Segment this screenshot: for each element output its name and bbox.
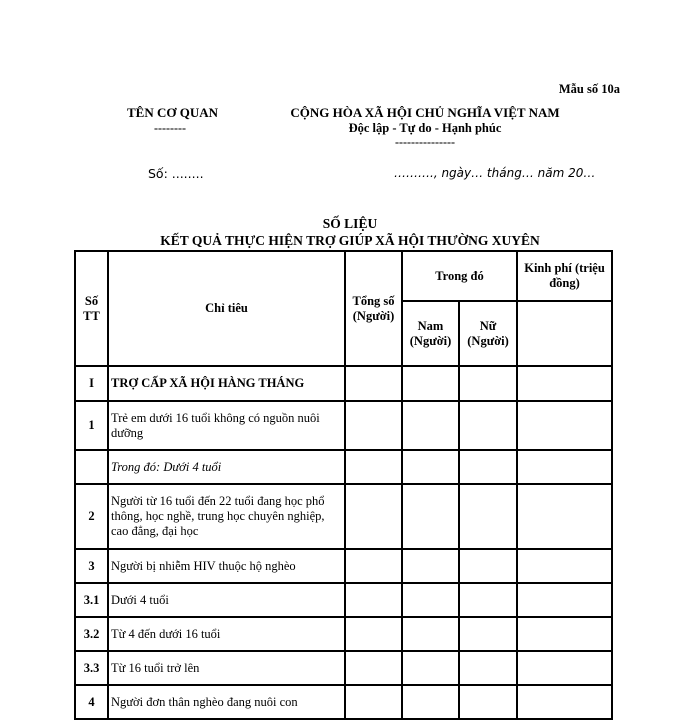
- cell-budget: [517, 651, 612, 685]
- table-row: [75, 685, 612, 719]
- organization-name: TÊN CƠ QUAN: [126, 105, 218, 120]
- cell-male: [402, 401, 459, 450]
- cell-male: [402, 583, 459, 617]
- data-table: [74, 250, 613, 720]
- cell-male: [402, 549, 459, 583]
- row-label: Dưới 4 tuổi: [108, 583, 345, 617]
- cell-budget: [517, 366, 612, 401]
- row-index: I: [75, 366, 108, 401]
- row-label: Trong đó: Dưới 4 tuổi: [108, 450, 345, 484]
- cell-budget: [517, 484, 612, 549]
- cell-budget: [517, 450, 612, 484]
- motto-divider: ---------------: [395, 135, 455, 149]
- table-row: [75, 583, 612, 617]
- row-label: Người bị nhiễm HIV thuộc hộ nghèo: [108, 549, 345, 583]
- country-name: CỘNG HÒA XÃ HỘI CHỦ NGHĨA VIỆT NAM: [290, 105, 560, 120]
- row-label: Trẻ em dưới 16 tuổi không có nguồn nuôi dưỡng: [108, 401, 345, 450]
- cell-female: [459, 366, 517, 401]
- cell-male: [402, 651, 459, 685]
- form-number: Mẫu số 10a: [558, 82, 620, 96]
- cell-female: [459, 617, 517, 651]
- cell-female: [459, 401, 517, 450]
- table-row: [75, 549, 612, 583]
- table-row: [75, 617, 612, 651]
- row-label: TRỢ CẤP XÃ HỘI HÀNG THÁNG: [108, 366, 345, 401]
- cell-female: [459, 549, 517, 583]
- cell-male: [402, 484, 459, 549]
- cell-total: [345, 583, 402, 617]
- cell-male: [402, 450, 459, 484]
- table-row: [75, 366, 612, 401]
- document-number: Số: ........: [148, 166, 204, 181]
- table-row: [75, 651, 612, 685]
- cell-total: [345, 484, 402, 549]
- row-index: 3: [75, 549, 108, 583]
- cell-total: [345, 685, 402, 719]
- table-row: [75, 484, 612, 549]
- report-title: SỐ LIỆU: [322, 216, 378, 231]
- cell-budget: [517, 583, 612, 617]
- cell-male: [402, 617, 459, 651]
- cell-male: [402, 366, 459, 401]
- cell-female: [459, 651, 517, 685]
- cell-total: [345, 450, 402, 484]
- cell-budget: [517, 617, 612, 651]
- table-row: [75, 401, 612, 450]
- cell-female: [459, 484, 517, 549]
- header-budget-blank: [517, 301, 612, 366]
- row-label: Từ 4 đến dưới 16 tuổi: [108, 617, 345, 651]
- national-motto: Độc lập - Tự do - Hạnh phúc: [348, 121, 502, 135]
- header-budget: Kinh phí (triệu đồng): [517, 251, 612, 301]
- row-index: 3.1: [75, 583, 108, 617]
- row-label: Từ 16 tuổi trở lên: [108, 651, 345, 685]
- cell-male: [402, 685, 459, 719]
- header-total: Tổng số (Người): [345, 251, 402, 366]
- cell-total: [345, 401, 402, 450]
- row-index: [75, 450, 108, 484]
- organization-divider: --------: [154, 121, 186, 135]
- row-index: 4: [75, 685, 108, 719]
- cell-budget: [517, 401, 612, 450]
- place-date: ………., ngày… tháng… năm 20…: [394, 166, 596, 180]
- report-subtitle: KẾT QUẢ THỰC HIỆN TRỢ GIÚP XÃ HỘI THƯỜNG XUYÊN: [160, 233, 540, 248]
- row-label: Người đơn thân nghèo đang nuôi con: [108, 685, 345, 719]
- cell-budget: [517, 549, 612, 583]
- header-indicator: Chỉ tiêu: [108, 251, 345, 366]
- cell-budget: [517, 685, 612, 719]
- row-index: 1: [75, 401, 108, 450]
- header-of-which: Trong đó: [402, 251, 517, 301]
- row-index: 3.2: [75, 617, 108, 651]
- cell-total: [345, 617, 402, 651]
- header-stt: Số TT: [75, 251, 108, 366]
- row-index: 3.3: [75, 651, 108, 685]
- row-index: 2: [75, 484, 108, 549]
- cell-total: [345, 651, 402, 685]
- table-row: [75, 450, 612, 484]
- cell-female: [459, 583, 517, 617]
- header-female: Nữ (Người): [459, 301, 517, 366]
- cell-female: [459, 685, 517, 719]
- cell-female: [459, 450, 517, 484]
- cell-total: [345, 549, 402, 583]
- cell-total: [345, 366, 402, 401]
- row-label: Người từ 16 tuổi đến 22 tuổi đang học phổ thông, học nghề, trung học chuyên nghiệp, cao đẳng, đại học: [108, 484, 345, 549]
- header-male: Nam (Người): [402, 301, 459, 366]
